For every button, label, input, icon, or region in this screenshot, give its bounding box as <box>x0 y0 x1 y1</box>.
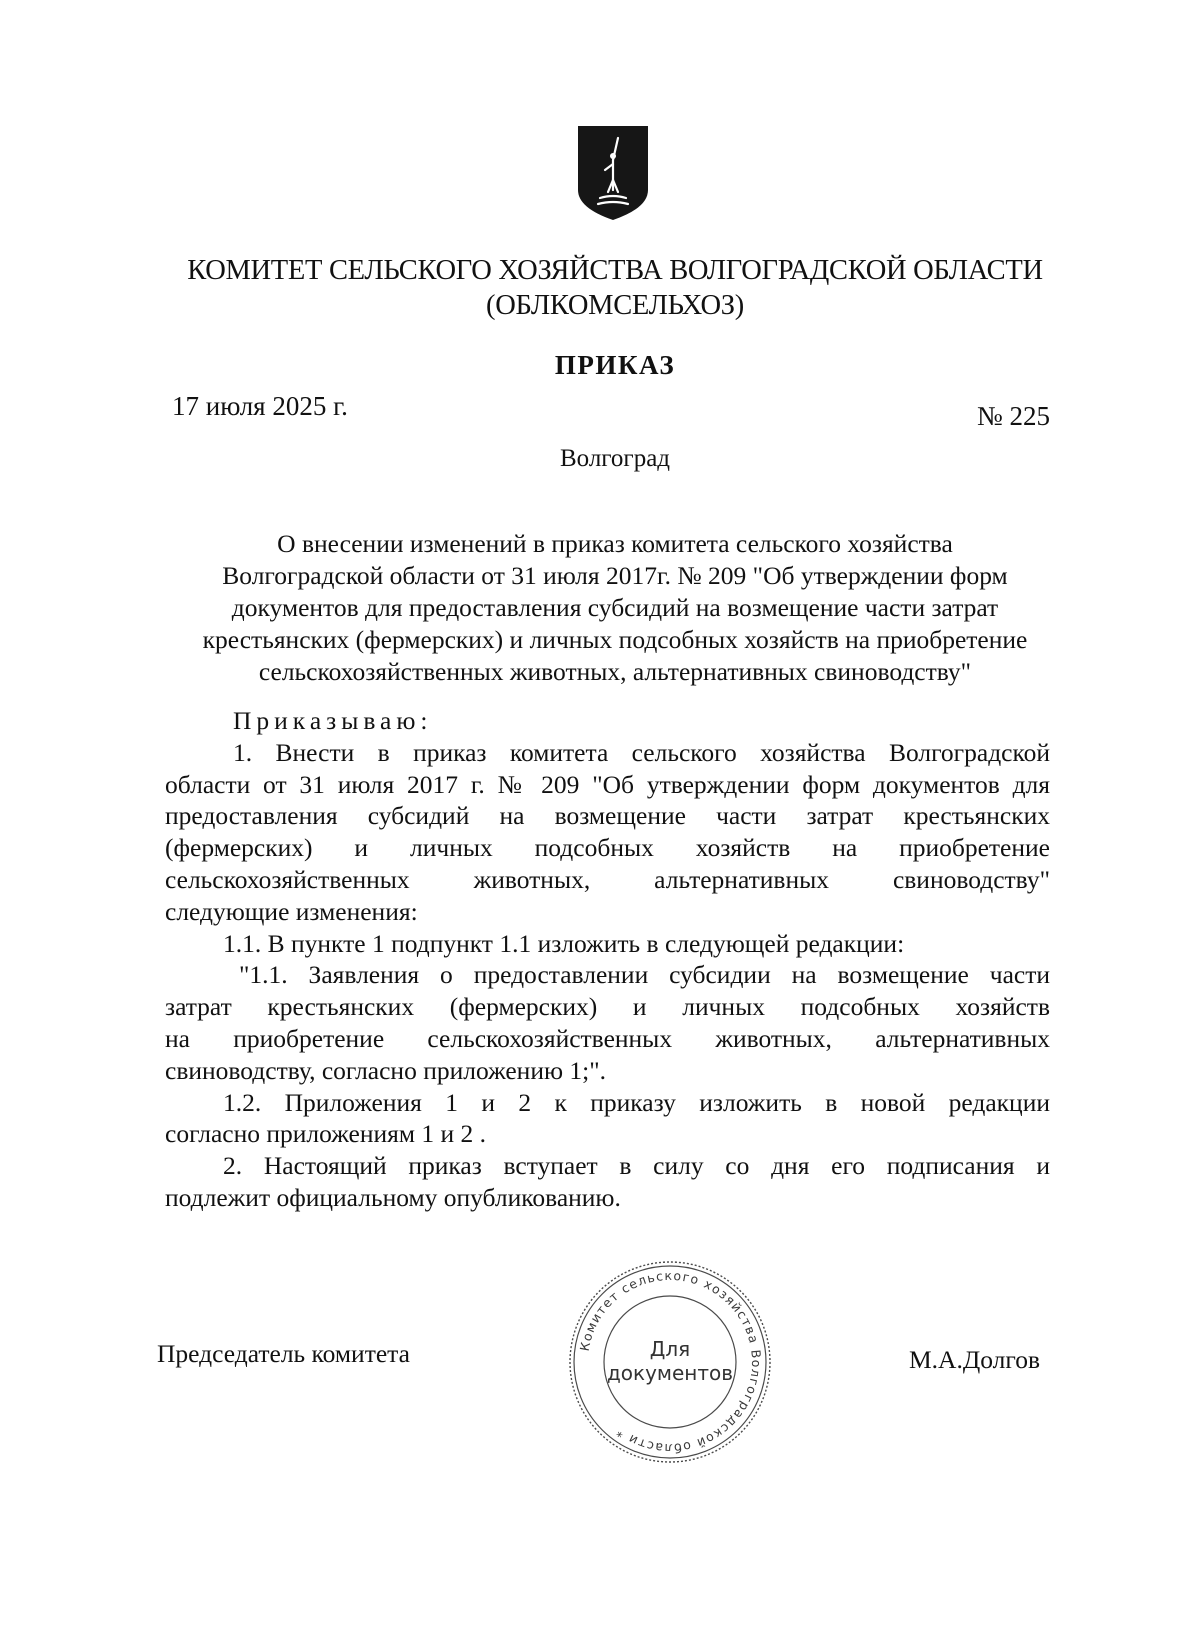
paragraph-1-1: 1.1. В пункте 1 подпункт 1.1 изложить в следующей редакции: <box>223 928 905 958</box>
organization-short-name: (ОБЛКОМСЕЛЬХОЗ) <box>486 290 744 321</box>
subject-line: крестьянских (фермерских) и личных подсобных хозяйств на приобретение <box>202 625 1028 654</box>
document-subject <box>160 528 1070 688</box>
orders-word: Приказываю: <box>233 706 433 735</box>
stamp-center-line: документов <box>606 1361 734 1385</box>
paragraph-1-1-quote-line: затрат крестьянских (фермерских) и личных подсобных хозяйств <box>165 992 1050 1022</box>
subject-line: документов для предоставления субсидий на возмещение части затрат <box>231 593 999 622</box>
paragraph-1-line: сельскохозяйственных животных, альтернативных свиноводству" <box>165 864 1050 894</box>
stamp-ring-text: Комитет сельского хозяйства Волгоградской области * <box>576 1267 765 1457</box>
paragraph-1-line: 1. Внести в приказ комитета сельского хозяйства Волгоградской <box>233 737 1050 767</box>
document-date: 17 июля 2025 г. <box>172 391 348 421</box>
stamp-center-line: Для <box>649 1337 691 1361</box>
document-number: № 225 <box>976 401 1050 431</box>
subject-line: Волгоградской области от 31 июля 2017г. № 209 "Об утверждении форм <box>222 561 1008 590</box>
paragraph-1-line: следующие изменения: <box>165 896 418 926</box>
paragraph-1-2-line: согласно приложениям 1 и 2 . <box>165 1119 487 1149</box>
paragraph-1-1-quote-line: "1.1. Заявления о предоставлении субсидии на возмещение части <box>239 960 1050 990</box>
document-type-title: ПРИКАЗ <box>554 350 676 380</box>
subject-line: О внесении изменений в приказ комитета сельского хозяйства <box>277 529 953 558</box>
signer-name: М.А.Долгов <box>909 1345 1040 1374</box>
organization-name: КОМИТЕТ СЕЛЬСКОГО ХОЗЯЙСТВА ВОЛГОГРАДСКОЙ ОБЛАСТИ <box>187 255 1043 286</box>
paragraph-2-line: 2. Настоящий приказ вступает в силу со дня его подписания и <box>223 1151 1050 1181</box>
paragraph-1-line: предоставления субсидий на возмещение части затрат крестьянских <box>165 801 1050 831</box>
subject-line: сельскохозяйственных животных, альтернативных свиноводству" <box>258 657 972 686</box>
paragraph-1-line: (фермерских) и личных подсобных хозяйств на приобретение <box>165 833 1050 863</box>
paragraph-1-2-line: 1.2. Приложения 1 и 2 к приказу изложить в новой редакции <box>223 1087 1050 1117</box>
document-body <box>165 705 1050 1214</box>
paragraph-1-line: области от 31 июля 2017 г. № 209 "Об утверждении форм документов для <box>165 769 1050 799</box>
paragraph-2-line: подлежит официальному опубликованию. <box>165 1182 621 1212</box>
volgograd-coat-of-arms-icon <box>574 124 652 222</box>
paragraph-1-1-quote-line: свиноводству, согласно приложению 1;". <box>165 1055 607 1085</box>
signer-role: Председатель комитета <box>157 1339 410 1368</box>
document-city: Волгоград <box>559 445 671 472</box>
paragraph-1-1-quote-line: на приобретение сельскохозяйственных животных, альтернативных <box>165 1023 1050 1053</box>
